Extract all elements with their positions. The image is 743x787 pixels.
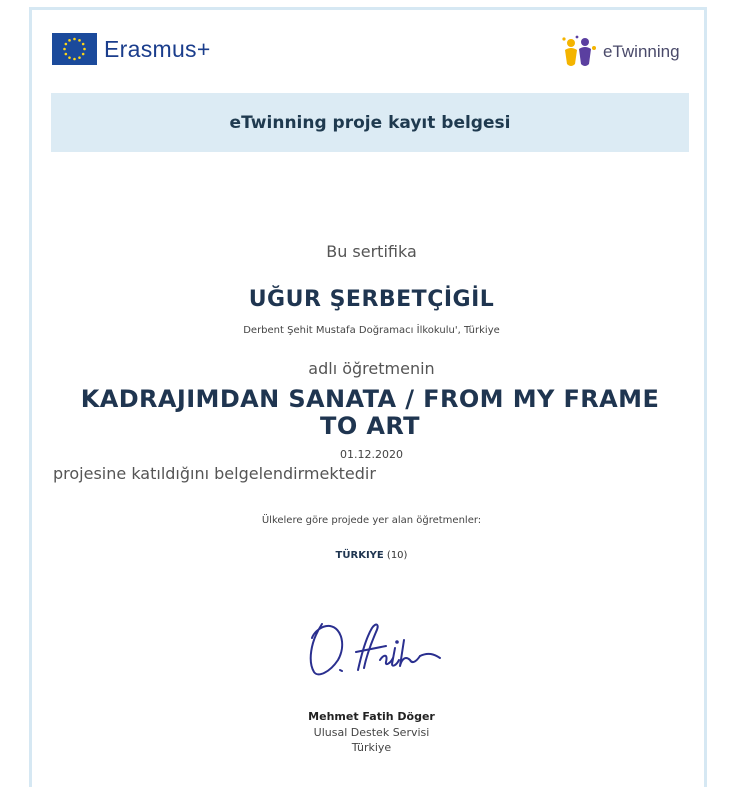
intro-text: Bu sertifika (326, 242, 417, 261)
certificate-title: eTwinning proje kayıt belgesi (229, 112, 511, 133)
etwinning-label: eTwinning (603, 42, 680, 61)
erasmus-logo (52, 33, 211, 65)
teacher-label: adlı öğretmenin (308, 359, 435, 378)
country-entry (0, 550, 743, 561)
eu-flag-icon (52, 33, 97, 65)
signer-name: Mehmet Fatih Döger (308, 710, 435, 723)
erasmus-label: Erasmus+ (104, 35, 211, 62)
signer-department: Ulusal Destek Servisi (313, 726, 430, 739)
countries-label: Ülkelere göre projede yer alan öğretmenler: (261, 515, 482, 526)
project-title: KADRAJIMDAN SANATA / FROM MY FRAME TO ART (80, 385, 660, 440)
signature (300, 612, 450, 686)
signer-country: Türkiye (351, 741, 392, 754)
etwinning-logo (561, 34, 680, 70)
country-count: (10) (386, 550, 408, 561)
etwinning-figures-icon (561, 34, 601, 70)
school-name: Derbent Şehit Mustafa Doğramacı İlkokulu', Türkiye (243, 325, 500, 336)
title-banner (51, 93, 689, 152)
participation-text: projesine katıldığını belgelendirmektedir (53, 464, 376, 483)
teacher-name: UĞUR ŞERBETÇİGİL (248, 287, 495, 312)
country-name: TÜRKIYE (335, 550, 384, 561)
project-date: 01.12.2020 (340, 448, 403, 461)
